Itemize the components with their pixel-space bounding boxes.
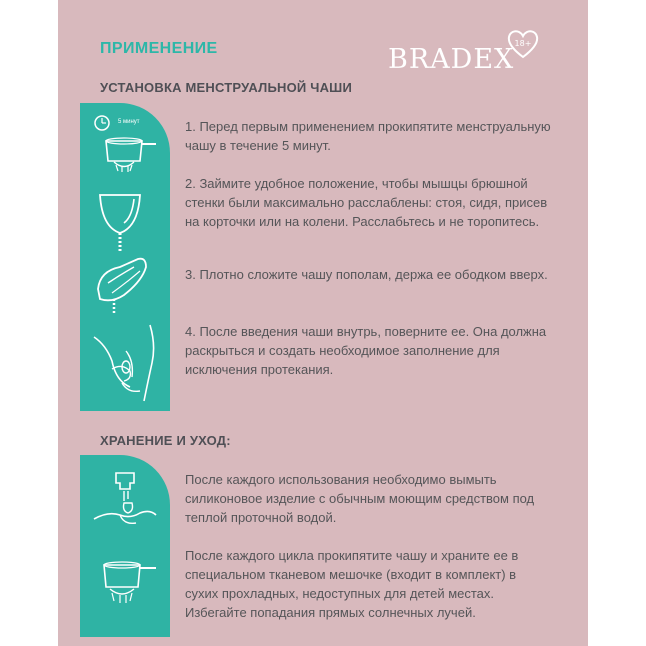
svg-text:18+: 18+ bbox=[514, 39, 532, 48]
washing-hands-icon bbox=[90, 469, 162, 535]
installation-heading: УСТАНОВКА МЕНСТРУАЛЬНОЙ ЧАШИ bbox=[100, 80, 352, 95]
installation-illustration-panel bbox=[80, 103, 170, 411]
install-step-1: 1. Перед первым применением прокипятите менструальную чашу в течение 5 минут. bbox=[185, 119, 551, 153]
care-paragraph-2: После каждого цикла прокипятите чашу и храните ее в специальном тканевом мешочке (входит в комплект) в сухих прохладных, недоступных для детей местах. Избегайте попадания прямых солнечных лучей. bbox=[185, 548, 519, 620]
timer-label: 5 минут bbox=[118, 119, 140, 125]
page-title: ПРИМЕНЕНИЕ bbox=[100, 40, 218, 57]
folded-cup-hand-icon bbox=[90, 253, 160, 315]
instruction-page bbox=[58, 0, 588, 646]
insertion-body-icon bbox=[86, 321, 166, 403]
care-heading: ХРАНЕНИЕ И УХОД: bbox=[100, 433, 231, 448]
boiling-pot-icon-2 bbox=[94, 551, 160, 615]
install-step-4: 4. После введения чаши внутрь, поверните ее. Она должна раскрыться и создать необходимое заполнение для исключения протекания. bbox=[185, 324, 547, 377]
brand-logo: BRADEX bbox=[388, 44, 515, 75]
care-paragraph-1: После каждого использования необходимо вымыть силиконовое изделие с обычным моющим средством под теплой проточной водой. bbox=[185, 472, 535, 525]
age-heart-icon bbox=[506, 28, 540, 60]
install-step-3: 3. Плотно сложите чашу пополам, держа ее ободком вверх. bbox=[185, 267, 548, 282]
install-step-2: 2. Займите удобное положение, чтобы мышцы брюшной стенки были максимально расслаблены: стоя, сидя, присев на корточки или на колени. Расслабьтесь и не торопитесь. bbox=[185, 176, 548, 229]
care-illustration-panel bbox=[80, 455, 170, 637]
menstrual-cup-icon bbox=[94, 189, 154, 255]
